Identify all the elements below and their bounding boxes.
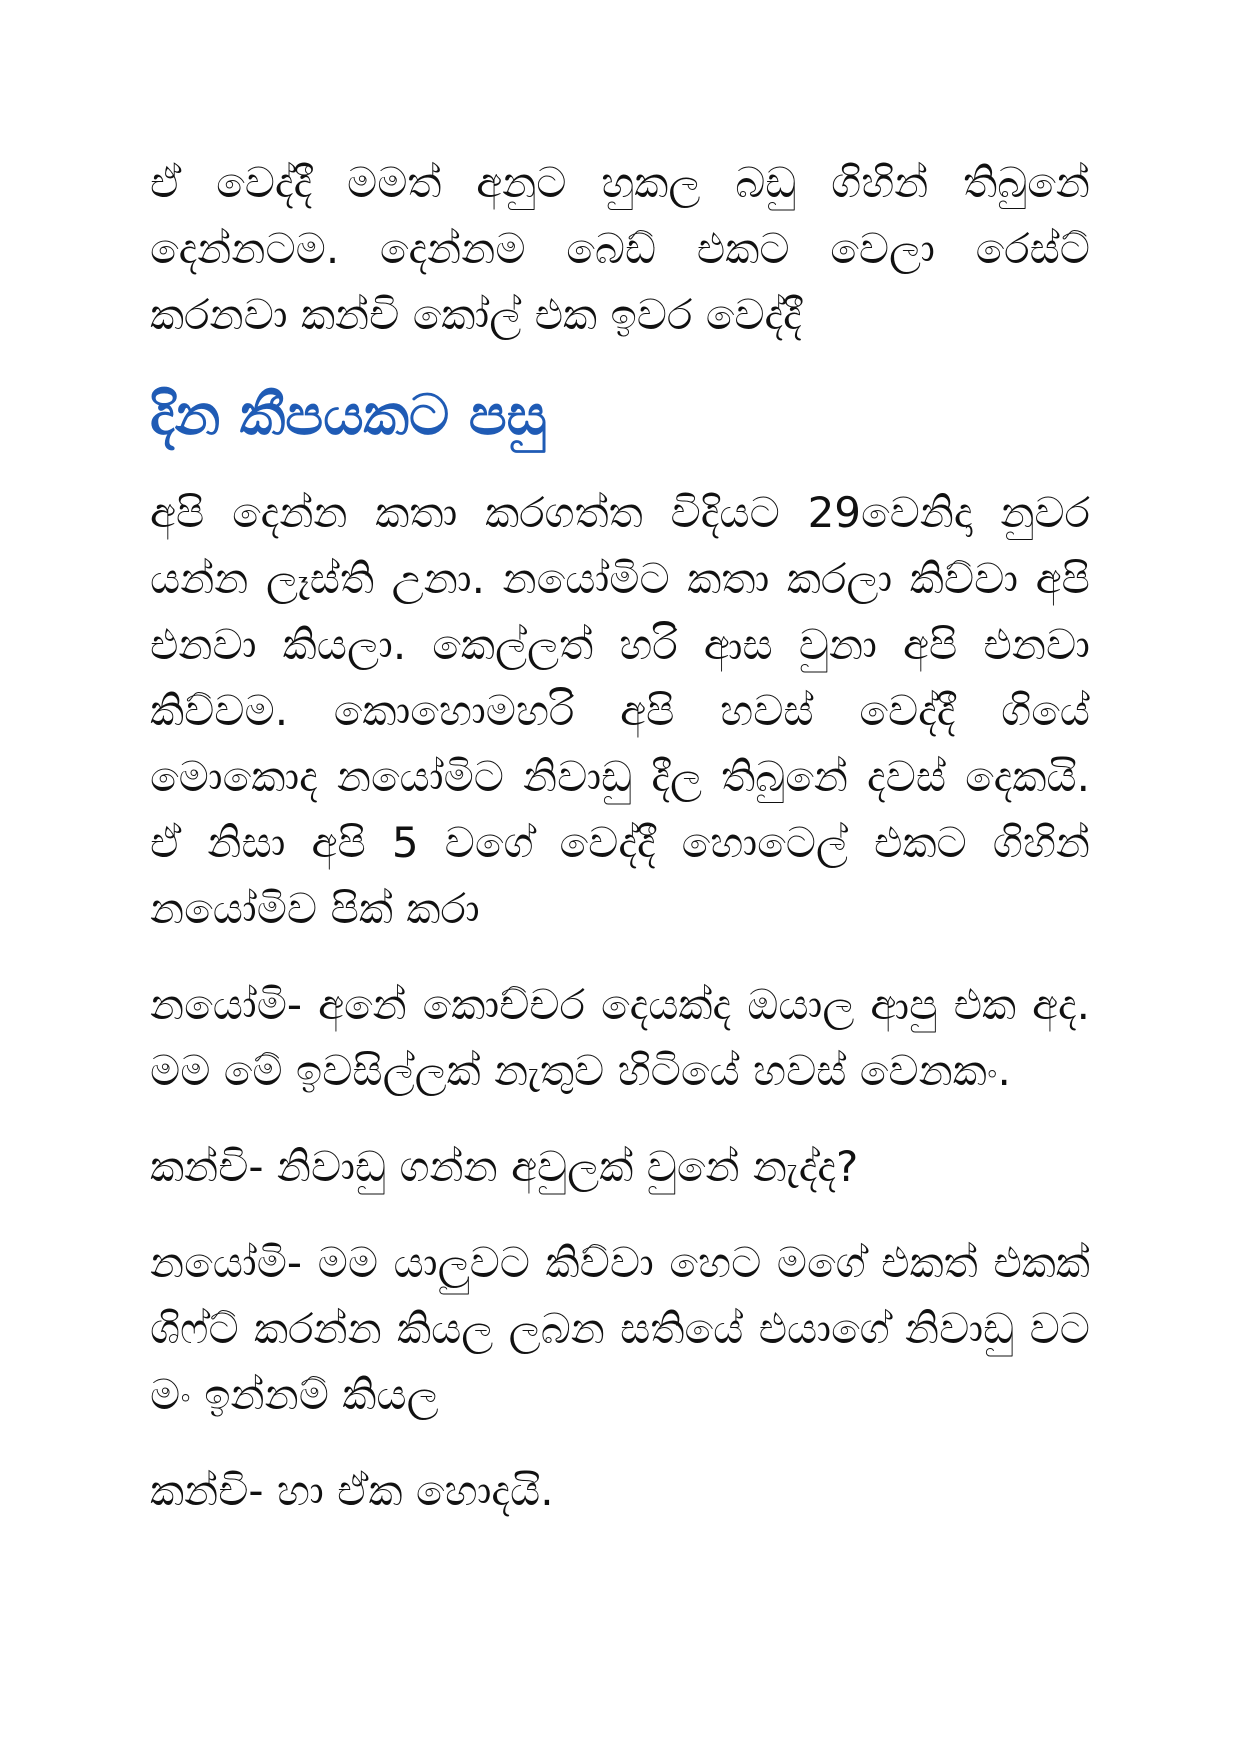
intro-paragraph: ඒ වෙද්දී මමත් අනුට හුකල බඩු ගිහින් තිබුනේ දෙන්නටම. දෙන්නම බෙඩ් එකට වෙලා රෙස්ට් කරනවා කන්චි කෝල් එක ඉවර වෙද්දී	[150, 158, 1090, 339]
section-heading: දින කීපයකට පසු	[150, 383, 547, 448]
document-page	[150, 150, 1090, 1554]
dialogue-line-kanchi-2: කන්චි- හා ඒක හොදයි.	[150, 1466, 554, 1515]
story-paragraph: අපි දෙන්න කතා කරගත්ත විදියට 29වෙනිදා නුවර යන්න ලෑස්ති උනා. නයෝමිට කතා කරලා කිව්වා අපි එනවා කියලා. කෙල්ලත් හරි ආස වුනා අපි එනවා කිව්වම. කොහොමහරි අපි හවස් වෙද්දී ගියේ මොකොද නයෝමිට නිවාඩු දීල තිබුනේ දවස් දෙකයි. ඒ නිසා අපි 5 වගේ වෙද්දී හොටෙල් එකට ගිහින් නයෝමිව පික් කරා	[150, 488, 1090, 933]
dialogue-line-kanchi-1: කන්චි- නිවාඩු ගන්න අවුලක් වුනේ නැද්ද?	[150, 1142, 859, 1191]
dialogue-line-naomi-1: නයෝමි- අනේ කොච්චර දෙයක්ද ඔයාල ආපු එක අද. මම මේ ඉවසිල්ලක් නැතුව හිටියේ හවස් වෙනකං.	[150, 980, 1090, 1095]
dialogue-line-naomi-2: නයෝමි- මම යාලුවට කිව්වා හෙට මගේ එකත් එකක් ශිෆ්ට් කරන්න කියල ලබන සතියේ එයාගේ නිවාඩු වට මං ඉන්නම් කියල	[150, 1238, 1090, 1419]
